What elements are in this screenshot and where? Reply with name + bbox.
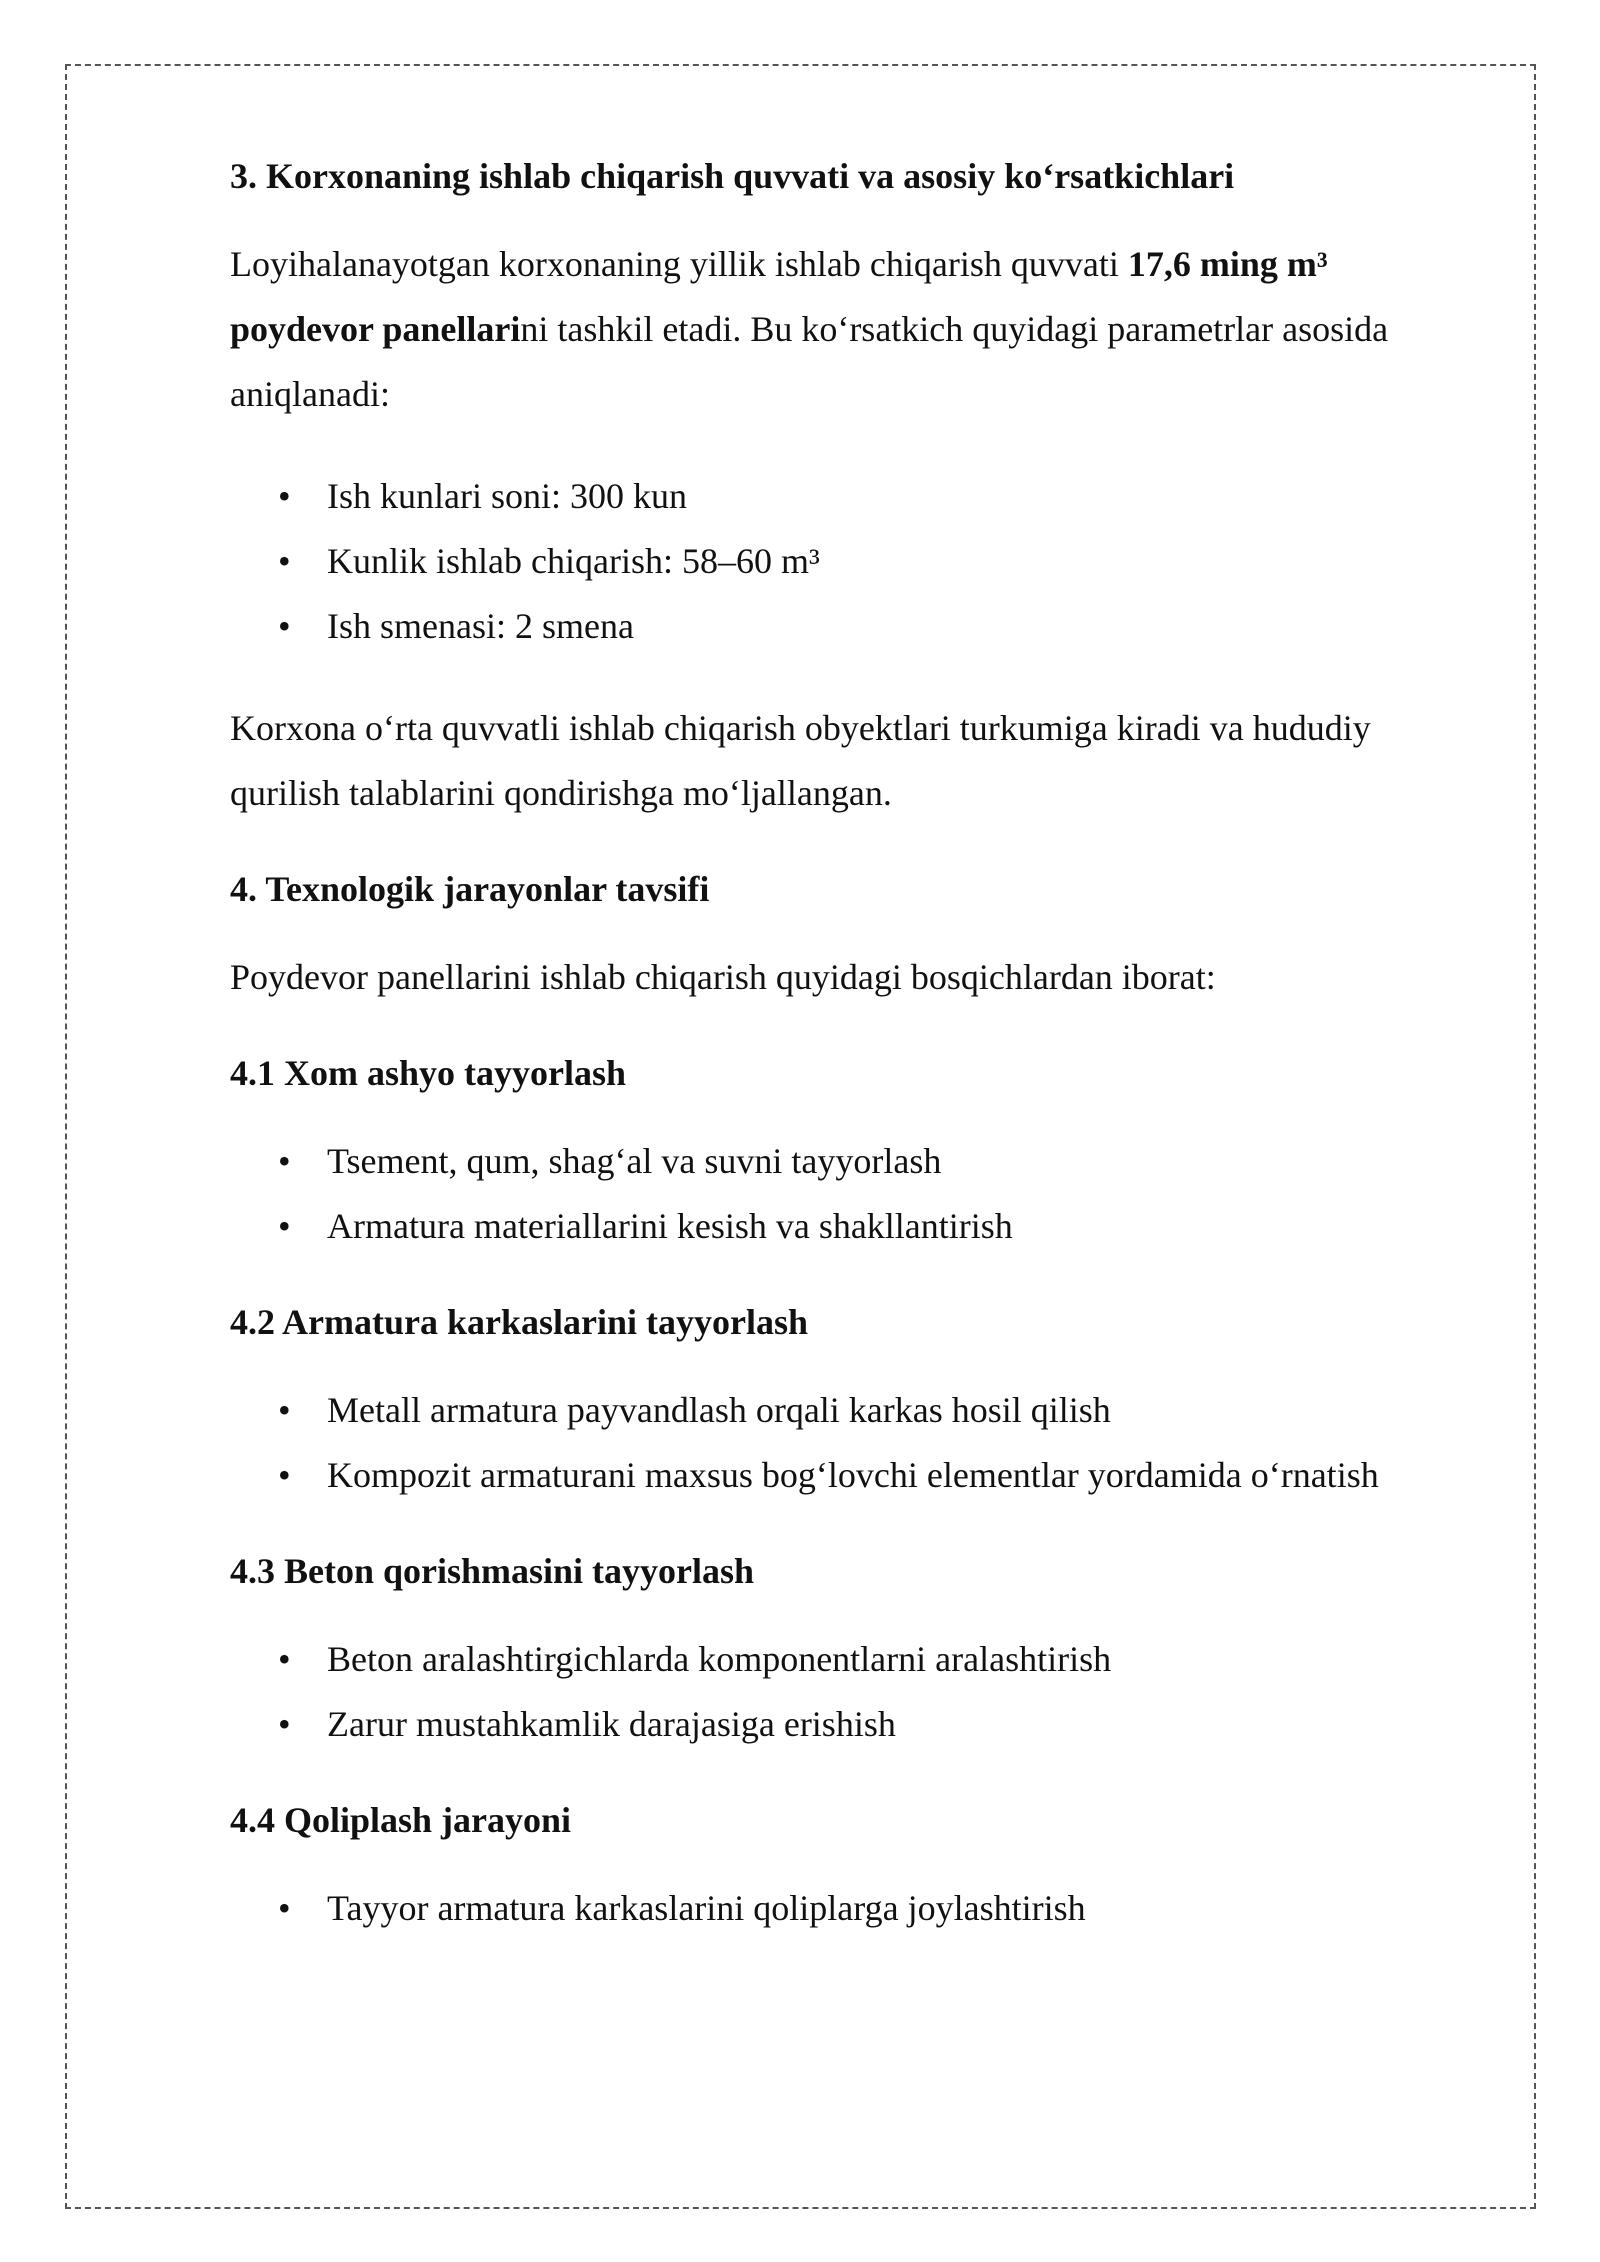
section-3-conclusion: Korxona oʻrta quvvatli ishlab chiqarish obyektlari turkumiga kiradi va hududiy qurilish talablarini qondirishga moʻljallangan. — [230, 708, 1371, 813]
bullet-icon: • — [278, 1704, 291, 1744]
bullet-icon: • — [278, 606, 291, 646]
bullet-icon: • — [278, 476, 291, 516]
list-item-text: Ish kunlari soni: 300 kun — [327, 476, 687, 516]
list-item-text: Metall armatura payvandlash orqali karkas hosil qilish — [327, 1390, 1111, 1430]
bullet-icon: • — [278, 1390, 291, 1430]
subsection-4-4-heading: 4.4 Qoliplash jarayoni — [230, 1800, 572, 1840]
section-4-heading: 4. Texnologik jarayonlar tavsifi — [230, 869, 710, 909]
list-item-text: Tsement, qum, shagʻal va suvni tayyorlash — [327, 1141, 942, 1181]
bullet-icon: • — [278, 1206, 291, 1246]
list-item — [230, 1443, 1450, 1508]
section-3-parameter-list — [230, 464, 1450, 659]
list-item-text: Armatura materiallarini kesish va shakllantirish — [327, 1206, 1013, 1246]
list-item — [230, 1627, 1450, 1692]
section-4-intro: Poydevor panellarini ishlab chiqarish quyidagi bosqichlardan iborat: — [230, 957, 1216, 997]
list-item — [230, 529, 1450, 594]
list-item-text: Ish smenasi: 2 smena — [327, 606, 634, 646]
list-item — [230, 594, 1450, 659]
section-3-intro — [230, 232, 1450, 427]
subsection-4-3-heading: 4.3 Beton qorishmasini tayyorlash — [230, 1551, 755, 1591]
list-item-text: Tayyor armatura karkaslarini qoliplarga joylashtirish — [327, 1888, 1086, 1928]
list-item-text: Beton aralashtirgichlarda komponentlarni aralashtirish — [327, 1639, 1112, 1679]
section-3-intro-rest: ni tashkil etadi. Bu koʻrsatkich quyidagi parametrlar asosida aniqlanadi: — [230, 309, 1389, 414]
subsection-4-2-list — [230, 1378, 1450, 1508]
subsection-4-1-heading: 4.1 Xom ashyo tayyorlash — [230, 1053, 627, 1093]
bullet-icon: • — [278, 1455, 291, 1495]
section-3-heading: 3. Korxonaning ishlab chiqarish quvvati va asosiy koʻrsatkichlari — [230, 156, 1235, 196]
capacity-value: 17,6 ming m³ poydevor panellari — [230, 244, 1328, 349]
bullet-icon: • — [278, 1639, 291, 1679]
list-item-text: Zarur mustahkamlik darajasiga erishish — [327, 1704, 896, 1744]
document-body — [230, 150, 1450, 1941]
subsection-4-2-heading: 4.2 Armatura karkaslarini tayyorlash — [230, 1302, 809, 1342]
list-item — [230, 1378, 1450, 1443]
subsection-4-1-list — [230, 1129, 1450, 1259]
list-item — [230, 1876, 1450, 1941]
list-item-text: Kompozit armaturani maxsus bogʻlovchi elementlar yordamida oʻrnatish — [327, 1455, 1379, 1495]
list-item — [230, 1194, 1450, 1259]
list-item — [230, 1129, 1450, 1194]
bullet-icon: • — [278, 1141, 291, 1181]
bullet-icon: • — [278, 1888, 291, 1928]
list-item — [230, 1692, 1450, 1757]
list-item — [230, 464, 1450, 529]
list-item-text: Kunlik ishlab chiqarish: 58–60 m³ — [327, 541, 820, 581]
section-3-intro-text: Loyihalanayotgan korxonaning yillik ishlab chiqarish quvvati — [230, 244, 1128, 284]
bullet-icon: • — [278, 541, 291, 581]
subsection-4-4-list — [230, 1876, 1450, 1941]
subsection-4-3-list — [230, 1627, 1450, 1757]
